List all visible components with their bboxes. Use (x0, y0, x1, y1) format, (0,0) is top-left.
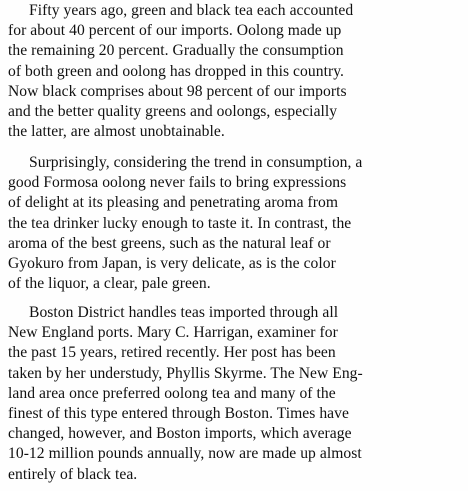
text-line: of the liquor, a clear, pale green. (8, 275, 211, 293)
text-line: changed, however, and Boston imports, which average (8, 425, 352, 443)
text-line: Gyokuro from Japan, is very delicate, as is the color (8, 254, 336, 272)
text-line: Surprisingly, considering the trend in consumption, a (29, 154, 363, 171)
text-line: of both green and oolong has dropped in this country. (8, 62, 344, 80)
text-line: New England ports. Mary C. Harrigan, examiner for (8, 324, 338, 342)
text-line: aroma of the best greens, such as the natural leaf or (8, 234, 331, 252)
text-line: entirely of black tea. (8, 465, 138, 483)
paragraph-formosa-oolong (8, 153, 462, 294)
text-line: Now black comprises about 98 percent of our imports (8, 82, 347, 100)
text-line: good Formosa oolong never fails to bring expressions (8, 174, 347, 192)
text-line: 10-12 million pounds annually, now are made up almost (8, 445, 362, 463)
text-line: of delight at its pleasing and penetrating aroma from (8, 194, 339, 212)
paragraph-tea-imports-history (8, 1, 462, 142)
text-line: the remaining 20 percent. Gradually the consumption (8, 42, 344, 60)
text-line: finest of this type entered through Boston. Times have (8, 404, 349, 422)
text-line: Boston District handles teas imported through all (29, 304, 339, 321)
text-line: for about 40 percent of our imports. Oolong made up (8, 22, 342, 40)
text-line: taken by her understudy, Phyllis Skyrme. The New Eng- (8, 364, 363, 382)
text-line: the latter, are almost unobtainable. (8, 123, 225, 141)
text-line: the tea drinker lucky enough to taste it. In contrast, the (8, 214, 352, 232)
text-line: land area once preferred oolong tea and many of the (8, 384, 336, 402)
text-line: and the better quality greens and oolongs, especially (8, 102, 338, 120)
text-line: the past 15 years, retired recently. Her post has been (8, 344, 336, 362)
paragraph-boston-district (8, 303, 462, 485)
text-line: Fifty years ago, green and black tea each accounted (29, 2, 354, 19)
